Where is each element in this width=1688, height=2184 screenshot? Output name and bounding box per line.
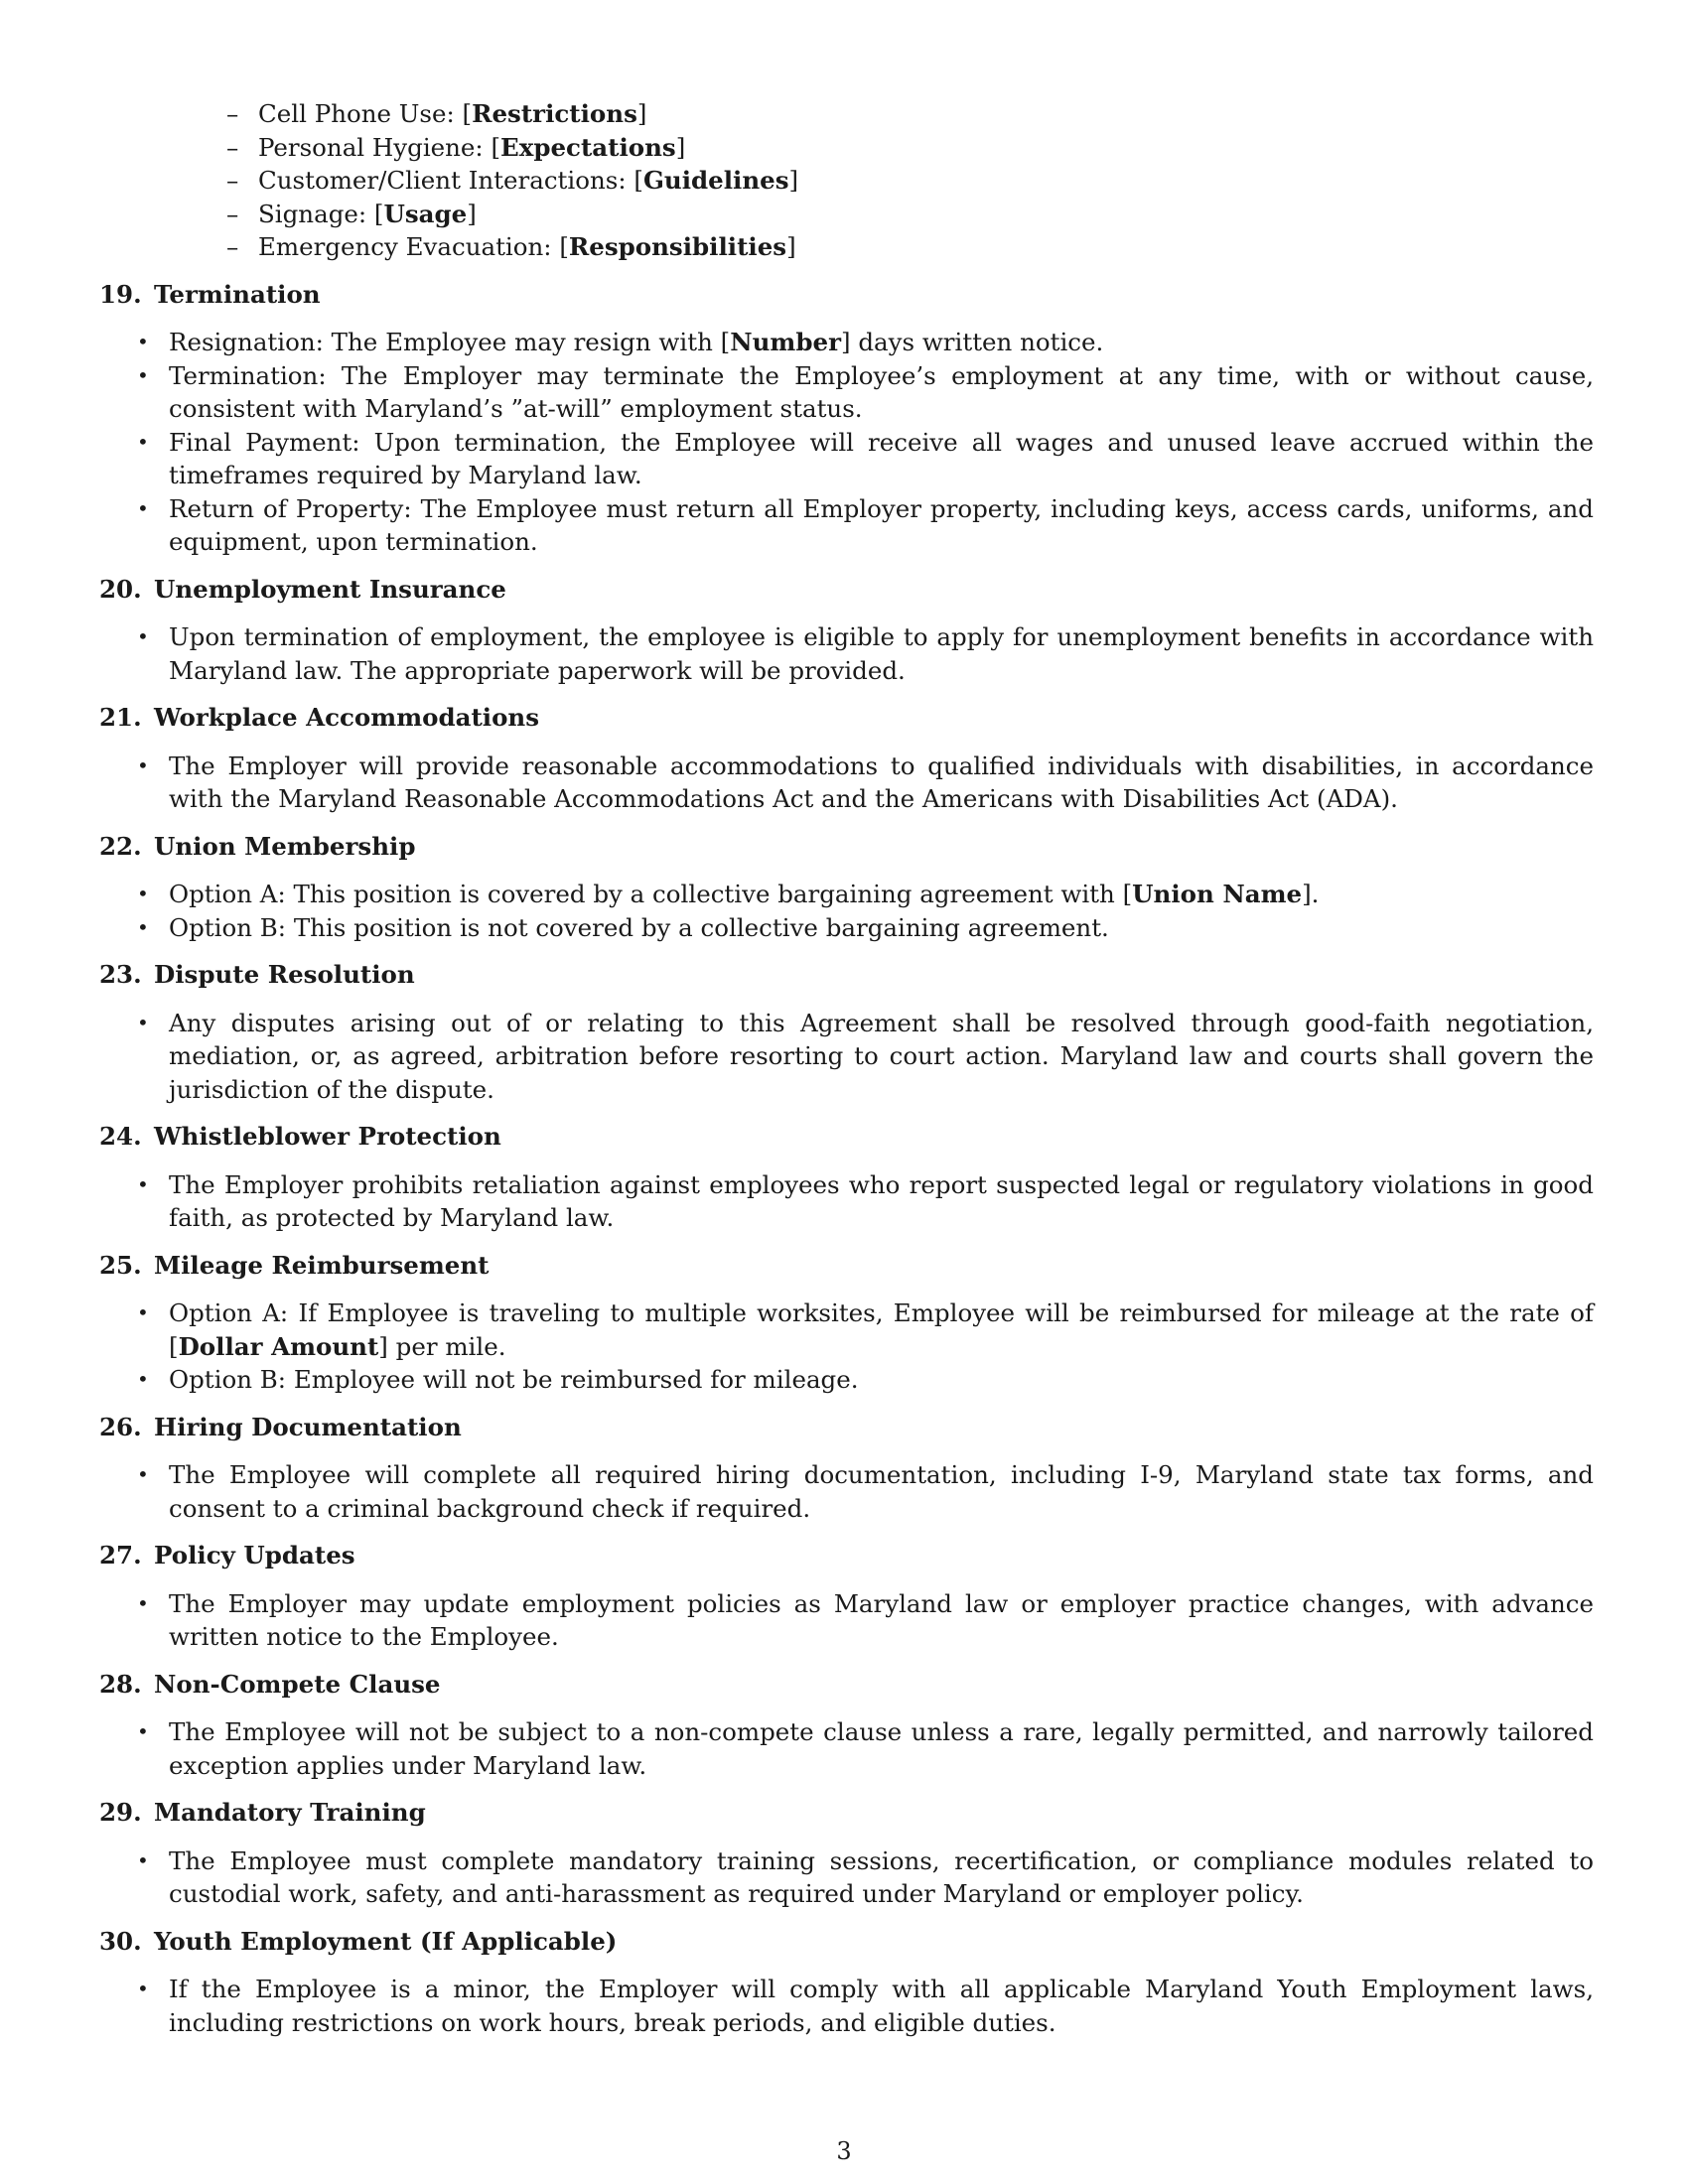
section-heading: 23. Dispute Resolution bbox=[99, 960, 415, 989]
section-heading: 29. Mandatory Training bbox=[99, 1798, 426, 1827]
section-heading: 28. Non-Compete Clause bbox=[99, 1669, 441, 1699]
list-item: • Option B: Employee will not be reimbursed for mileage. bbox=[137, 1365, 859, 1394]
list-item: – Customer/Client Interactions: [Guidelines] bbox=[226, 166, 799, 195]
list-item: • If the Employee is a minor, the Employer will comply with all applicable Maryland Youth Employment laws, including restrictions on work hours, break periods, and eligible duties. bbox=[137, 1975, 1594, 2037]
list-item: – Personal Hygiene: [Expectations] bbox=[226, 132, 686, 162]
list-item: – Cell Phone Use: [Restrictions] bbox=[226, 99, 647, 128]
dress-code-subitems bbox=[226, 97, 1594, 264]
list-item: • Return of Property: The Employee must return all Employer property, including keys, access cards, uniforms, and equipment, upon termination. bbox=[137, 493, 1594, 556]
section-heading: 27. Policy Updates bbox=[99, 1541, 355, 1570]
section-dispute-resolution bbox=[99, 958, 1594, 1106]
list-item: • Option A: This position is covered by a collective bargaining agreement with [Union Name]. bbox=[137, 880, 1320, 908]
list-item: – Emergency Evacuation: [Responsibilities] bbox=[226, 232, 796, 261]
section-heading: 30. Youth Employment (If Applicable) bbox=[99, 1926, 618, 1956]
list-item: • Termination: The Employer may terminate the Employee’s employment at any time, with or without cause, consistent with Maryland’s ”at-will” employment status. bbox=[137, 360, 1594, 423]
page-content bbox=[99, 97, 1594, 2039]
section-heading: 26. Hiring Documentation bbox=[99, 1412, 462, 1441]
section-workplace-accommodations bbox=[99, 701, 1594, 816]
section-mileage-reimbursement bbox=[99, 1249, 1594, 1397]
list-item: • Resignation: The Employee may resign with [Number] days written notice. bbox=[137, 328, 1104, 356]
list-item: • The Employer prohibits retaliation against employees who report suspected legal or regulatory violations in good faith, as protected by Maryland law. bbox=[137, 1169, 1594, 1232]
section-heading: 22. Union Membership bbox=[99, 831, 416, 861]
list-item: • Option B: This position is not covered by a collective bargaining agreement. bbox=[137, 912, 1109, 942]
section-heading: 21. Workplace Accommodations bbox=[99, 703, 540, 732]
list-item: • Option A: If Employee is traveling to multiple worksites, Employee will be reimbursed for mileage at the rate of [Dollar Amount] per mile. bbox=[137, 1298, 1594, 1361]
section-termination bbox=[99, 278, 1594, 559]
list-item: • The Employee will complete all required hiring documentation, including I-9, Maryland state tax forms, and consent to a criminal background check if required. bbox=[137, 1460, 1594, 1523]
list-item: • The Employer will provide reasonable accommodations to qualified individuals with disabilities, in accordance with the Maryland Reasonable Accommodations Act and the Americans with Disabilities Act (ADA). bbox=[137, 751, 1594, 813]
section-heading: 19. Termination bbox=[99, 279, 321, 309]
list-item: • Any disputes arising out of or relating to this Agreement shall be resolved through good-faith negotiation, mediation, or, as agreed, arbitration before resorting to court action. Maryland law and courts shall govern the jurisdiction of the dispute. bbox=[137, 1008, 1594, 1104]
list-item: • Upon termination of employment, the employee is eligible to apply for unemployment benefits in accordance with Maryland law. The appropriate paperwork will be provided. bbox=[137, 622, 1594, 685]
list-item: – Signage: [Usage] bbox=[226, 199, 477, 228]
section-union-membership bbox=[99, 830, 1594, 945]
section-heading: 25. Mileage Reimbursement bbox=[99, 1250, 490, 1280]
section-mandatory-training bbox=[99, 1796, 1594, 1911]
section-heading: 24. Whistleblower Protection bbox=[99, 1122, 501, 1151]
section-whistleblower-protection bbox=[99, 1120, 1594, 1235]
list-item: • The Employee will not be subject to a non-compete clause unless a rare, legally permitted, and narrowly tailored exception applies under Maryland law. bbox=[137, 1717, 1594, 1780]
list-item: • Final Payment: Upon termination, the Employee will receive all wages and unused leave accrued within the timeframes required by Maryland law. bbox=[137, 427, 1594, 489]
list-item: • The Employee must complete mandatory training sessions, recertification, or compliance modules related to custodial work, safety, and anti-harassment as required under Maryland or employer policy. bbox=[137, 1845, 1594, 1908]
section-unemployment-insurance bbox=[99, 573, 1594, 688]
section-heading: 20. Unemployment Insurance bbox=[99, 574, 506, 604]
section-non-compete-clause bbox=[99, 1668, 1594, 1783]
list-item: • The Employer may update employment policies as Maryland law or employer practice changes, with advance written notice to the Employee. bbox=[137, 1588, 1594, 1651]
page-number: 3 bbox=[836, 2137, 852, 2165]
section-youth-employment bbox=[99, 1925, 1594, 2040]
section-policy-updates bbox=[99, 1539, 1594, 1654]
section-hiring-documentation bbox=[99, 1411, 1594, 1526]
